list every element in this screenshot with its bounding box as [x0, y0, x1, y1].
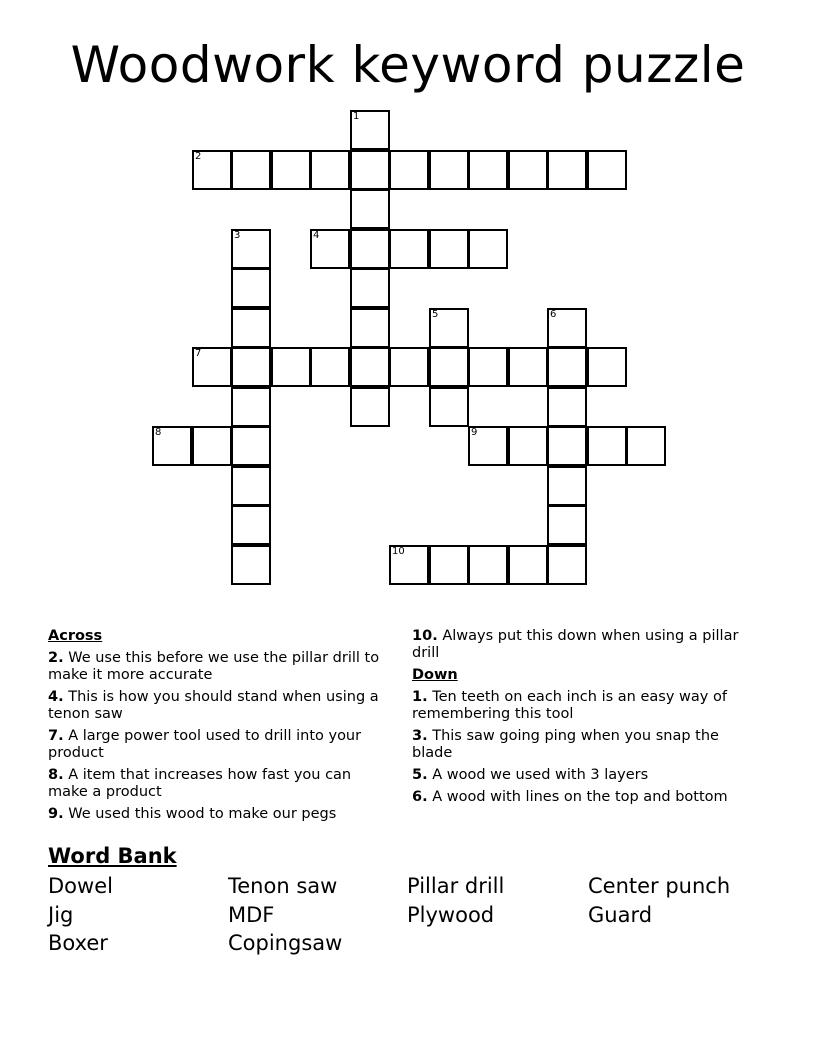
crossword-cell[interactable]	[350, 150, 390, 190]
crossword-cell[interactable]	[231, 150, 271, 190]
crossword-cell[interactable]	[587, 347, 627, 387]
clue-number-label: 6	[550, 309, 557, 320]
crossword-cell[interactable]	[429, 545, 469, 585]
crossword-cell[interactable]	[350, 387, 390, 427]
crossword-cell[interactable]	[547, 545, 587, 585]
crossword-cell[interactable]	[231, 347, 271, 387]
crossword-cell[interactable]	[508, 347, 548, 387]
crossword-cell[interactable]	[271, 347, 311, 387]
clue-number: 2	[48, 650, 59, 666]
word-bank-item: MDF	[228, 903, 275, 927]
crossword-cell[interactable]	[310, 229, 350, 269]
clue-number-label: 1	[353, 111, 360, 122]
crossword-cell[interactable]	[350, 189, 390, 229]
crossword-cell[interactable]	[429, 308, 469, 348]
clue-text: A wood we used with 3 layers	[432, 767, 649, 783]
crossword-cell[interactable]	[429, 347, 469, 387]
crossword-cell[interactable]	[547, 347, 587, 387]
clue-text: A wood with lines on the top and bottom	[432, 789, 728, 805]
clue-down-1: 1. Ten teeth on each inch is an easy way of remembering this tool	[412, 689, 727, 722]
crossword-cell[interactable]	[468, 347, 508, 387]
word-bank-item: Guard	[588, 903, 653, 927]
clue-number: 3	[412, 728, 423, 744]
crossword-cell[interactable]	[310, 347, 350, 387]
crossword-cell[interactable]	[508, 426, 548, 466]
word-bank-item: Center punch	[588, 874, 731, 898]
crossword-cell[interactable]	[547, 466, 587, 506]
clue-number: 8	[48, 767, 59, 783]
word-bank-item: Dowel	[48, 874, 113, 898]
crossword-cell[interactable]	[350, 268, 390, 308]
crossword-cell[interactable]	[350, 347, 390, 387]
crossword-cell[interactable]	[350, 308, 390, 348]
word-bank-item: Tenon saw	[228, 874, 338, 898]
clue-text: This saw going ping when you snap the blade	[412, 728, 719, 761]
crossword-cell[interactable]	[547, 308, 587, 348]
clue-text: A item that increases how fast you can make a product	[48, 767, 352, 800]
crossword-cell[interactable]	[152, 426, 192, 466]
crossword-cell[interactable]	[389, 347, 429, 387]
word-bank-item: Copingsaw	[228, 931, 343, 955]
crossword-cell[interactable]	[429, 387, 469, 427]
crossword-cell[interactable]	[587, 150, 627, 190]
clue-across-7: 7. A large power tool used to drill into your product	[48, 728, 362, 761]
crossword-cell[interactable]	[350, 229, 390, 269]
clue-down-6: 6. A wood with lines on the top and bottom	[412, 789, 728, 805]
clue-number: 4	[48, 689, 59, 705]
crossword-cell[interactable]	[231, 545, 271, 585]
clue-across-2: 2. We use this before we use the pillar drill to make it more accurate	[48, 650, 380, 683]
clue-number-label: 4	[313, 230, 320, 241]
crossword-cell[interactable]	[231, 229, 271, 269]
crossword-cell[interactable]	[231, 505, 271, 545]
clues-right-column	[412, 628, 757, 811]
crossword-cell[interactable]	[192, 150, 232, 190]
crossword-cell[interactable]	[231, 387, 271, 427]
crossword-cell[interactable]	[547, 505, 587, 545]
clue-down-3: 3. This saw going ping when you snap the blade	[412, 728, 719, 761]
word-bank-item: Jig	[48, 903, 74, 927]
crossword-cell[interactable]	[231, 426, 271, 466]
clue-number: 7	[48, 728, 59, 744]
clue-text: Ten teeth on each inch is an easy way of remembering this tool	[412, 689, 727, 722]
crossword-cell[interactable]	[468, 229, 508, 269]
clue-text: Always put this down when using a pillar drill	[412, 628, 739, 661]
word-bank-heading: Word Bank	[48, 844, 177, 868]
crossword-cell[interactable]	[587, 426, 627, 466]
clue-number-label: 10	[392, 546, 405, 557]
clue-text: We used this wood to make our pegs	[68, 806, 337, 822]
clue-number: 1	[412, 689, 423, 705]
crossword-cell[interactable]	[429, 229, 469, 269]
clue-across-4: 4. This is how you should stand when using a tenon saw	[48, 689, 379, 722]
crossword-cell[interactable]	[192, 426, 232, 466]
clues-left-column	[48, 628, 393, 828]
word-bank-item: Plywood	[407, 903, 495, 927]
crossword-cell[interactable]	[271, 150, 311, 190]
clue-number-label: 8	[155, 427, 162, 438]
crossword-cell[interactable]	[468, 545, 508, 585]
crossword-cell[interactable]	[350, 110, 390, 150]
crossword-cell[interactable]	[468, 426, 508, 466]
crossword-cell[interactable]	[429, 150, 469, 190]
clue-across-8: 8. A item that increases how fast you can make a product	[48, 767, 352, 800]
crossword-cell[interactable]	[547, 150, 587, 190]
crossword-cell[interactable]	[310, 150, 350, 190]
clue-number-label: 5	[432, 309, 439, 320]
clue-number: 9	[48, 806, 59, 822]
clue-text: A large power tool used to drill into your product	[48, 728, 362, 761]
clue-text: This is how you should stand when using a tenon saw	[48, 689, 379, 722]
clue-down-5: 5. A wood we used with 3 layers	[412, 767, 649, 783]
crossword-cell[interactable]	[192, 347, 232, 387]
clue-across-10: 10. Always put this down when using a pillar drill	[412, 628, 739, 661]
crossword-cell[interactable]	[508, 150, 548, 190]
crossword-cell[interactable]	[547, 426, 587, 466]
word-bank-item: Pillar drill	[407, 874, 505, 898]
clue-number-label: 3	[234, 230, 241, 241]
crossword-cell[interactable]	[231, 268, 271, 308]
crossword-cell[interactable]	[626, 426, 666, 466]
page-title: Woodwork keyword puzzle	[70, 36, 746, 94]
clue-text: We use this before we use the pillar drill to make it more accurate	[48, 650, 380, 683]
clue-number: 6	[412, 789, 423, 805]
clue-number-label: 7	[195, 348, 202, 359]
crossword-cell[interactable]	[389, 545, 429, 585]
clue-across-9: 9. We used this wood to make our pegs	[48, 806, 337, 822]
crossword-cell[interactable]	[547, 387, 587, 427]
crossword-cell[interactable]	[508, 545, 548, 585]
clue-number: 5	[412, 767, 423, 783]
clue-number-label: 9	[471, 427, 478, 438]
crossword-cell[interactable]	[231, 466, 271, 506]
clue-number-label: 2	[195, 151, 202, 162]
crossword-cell[interactable]	[468, 150, 508, 190]
across-heading: Across	[48, 628, 103, 644]
crossword-cell[interactable]	[231, 308, 271, 348]
down-heading: Down	[412, 667, 458, 683]
crossword-cell[interactable]	[389, 150, 429, 190]
word-bank-item: Boxer	[48, 931, 108, 955]
clue-number: 10	[412, 628, 433, 644]
crossword-cell[interactable]	[389, 229, 429, 269]
